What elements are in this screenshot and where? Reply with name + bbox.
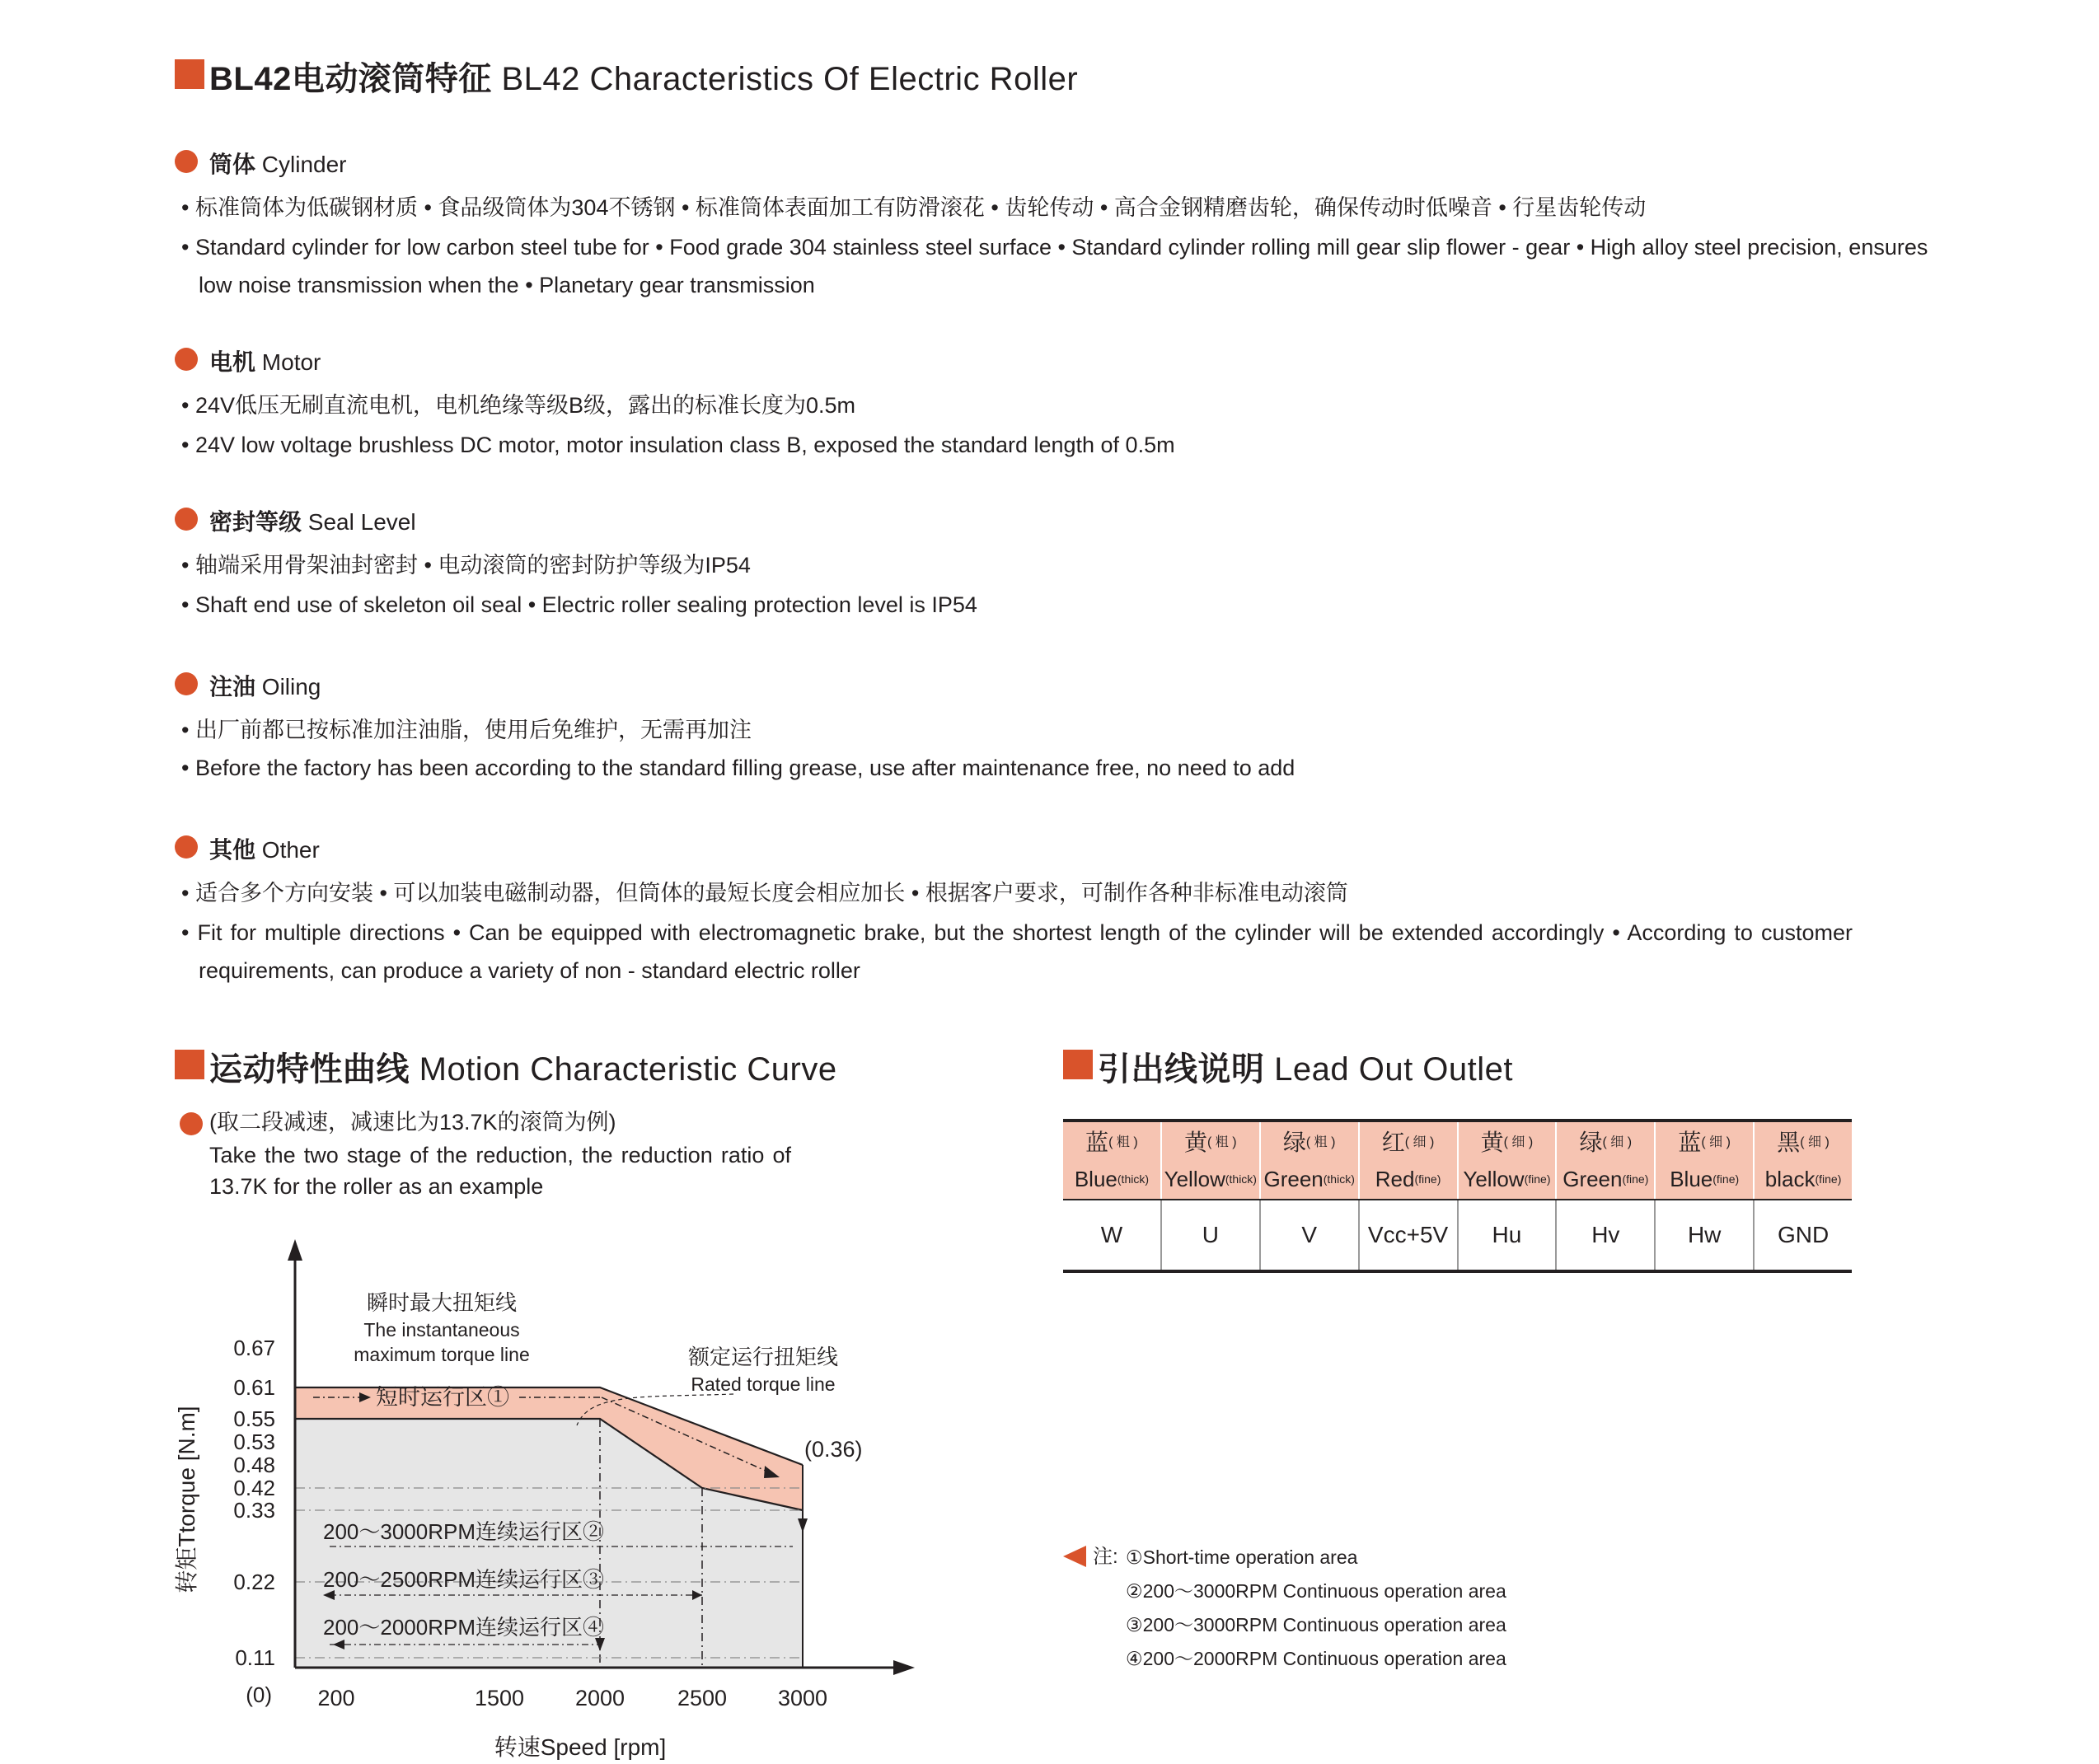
rated-line-label-cn: 额定运行扭矩线 bbox=[687, 1345, 839, 1369]
other-text-en-2: requirements, can produce a variety of non - standard electric roller bbox=[199, 958, 860, 983]
seal-title-cn: 密封等级 bbox=[209, 509, 302, 535]
motion-title-cn: 运动特性曲线 bbox=[209, 1051, 410, 1088]
wire-gauge-en: (thick) bbox=[1117, 1172, 1150, 1186]
lead-row-color-cn bbox=[1063, 1122, 1852, 1159]
cylinder-title-cn: 筒体 bbox=[209, 152, 256, 177]
wire-color-cn: 红 bbox=[1381, 1129, 1405, 1155]
lead-cell-color-cn bbox=[1259, 1122, 1358, 1159]
wire-gauge-en: (fine) bbox=[1815, 1172, 1842, 1186]
oiling-text-cn: • 出厂前都已按标准加注油脂，使用后免维护，无需再加注 bbox=[181, 718, 752, 742]
wire-gauge-en: (fine) bbox=[1414, 1172, 1441, 1186]
wire-color-en: Yellow bbox=[1463, 1166, 1525, 1191]
peak-line-label-cn: 瞬时最大扭矩线 bbox=[366, 1290, 518, 1315]
x-tick-label: 1500 bbox=[474, 1686, 525, 1710]
lead-cell-color-cn bbox=[1160, 1122, 1259, 1159]
lead-cell-signal: GND bbox=[1753, 1200, 1852, 1270]
seal-text-cn: • 轴端采用骨架油封密封 • 电动滚筒的密封防护等级为IP54 bbox=[181, 553, 751, 578]
x-axis-title: 转速Speed [rpm] bbox=[494, 1734, 667, 1760]
motor-text-en: • 24V low voltage brushless DC motor, motor insulation class B, exposed the standard length of 0.5m bbox=[181, 433, 1175, 457]
lead-title-en: Lead Out Outlet bbox=[1274, 1051, 1514, 1088]
wire-gauge-cn: ( 细 ) bbox=[1404, 1135, 1435, 1149]
y-axis-arrow-icon bbox=[288, 1239, 302, 1261]
lead-cell-color-en bbox=[1753, 1159, 1852, 1199]
wire-color-en: Red bbox=[1375, 1166, 1415, 1191]
y-tick-label: 0.42 bbox=[233, 1476, 275, 1500]
note-item: ②200～3000RPM Continuous operation area bbox=[1126, 1580, 1506, 1602]
zone3-label: 200～2500RPM连续运行区③ bbox=[323, 1567, 604, 1592]
lead-cell-signal: Vcc+5V bbox=[1358, 1200, 1457, 1270]
cylinder-text-en-2: low noise transmission when the • Planetary gear transmission bbox=[199, 273, 815, 297]
x-tick-label: 2500 bbox=[677, 1686, 728, 1710]
wire-color-en: Blue bbox=[1670, 1166, 1713, 1191]
lead-title bbox=[1098, 1043, 1513, 1090]
oiling-title-cn: 注油 bbox=[209, 674, 256, 700]
wire-color-cn: 绿 bbox=[1579, 1129, 1603, 1155]
lead-cell-color-en bbox=[1063, 1159, 1160, 1199]
motion-note-en-2: 13.7K for the roller as an example bbox=[209, 1174, 544, 1199]
lead-cell-signal: Hv bbox=[1555, 1200, 1654, 1270]
lead-cell-color-en bbox=[1160, 1159, 1259, 1199]
x-tick-label: 3000 bbox=[777, 1686, 828, 1710]
zone1-label: 短时运行区① bbox=[376, 1385, 509, 1410]
lead-cell-color-cn bbox=[1358, 1122, 1457, 1159]
wire-color-en: Yellow bbox=[1164, 1166, 1225, 1191]
table-bottom-rule bbox=[1063, 1270, 1852, 1273]
wire-gauge-en: (thick) bbox=[1225, 1172, 1257, 1186]
other-text-cn: • 适合多个方向安装 • 可以加装电磁制动器，但筒体的最短长度会相应加长 • 根据客户要求，可制作各种非标准电动滚筒 bbox=[181, 881, 1348, 905]
lead-cell-color-cn bbox=[1654, 1122, 1753, 1159]
lead-cell-color-cn bbox=[1555, 1122, 1654, 1159]
wire-gauge-cn: ( 粗 ) bbox=[1305, 1135, 1336, 1149]
rated-line-label-en: Rated torque line bbox=[691, 1373, 836, 1395]
y-tick-label: 0.67 bbox=[233, 1336, 275, 1360]
cylinder-text-en-1: • Standard cylinder for low carbon steel tube for • Food grade 304 stainless steel surface • Standard cylinder rolling mill gear slip flower - gear • High alloy steel precision, ensures bbox=[181, 235, 1928, 260]
x-tick-label: 200 bbox=[317, 1686, 355, 1710]
wire-color-en: Blue bbox=[1074, 1166, 1117, 1191]
lead-row-color-en bbox=[1063, 1159, 1852, 1199]
cylinder-title-en: Cylinder bbox=[261, 152, 347, 177]
wire-gauge-cn: ( 细 ) bbox=[1602, 1135, 1633, 1149]
x-tick-label: 2000 bbox=[574, 1686, 625, 1710]
wire-color-cn: 绿 bbox=[1282, 1129, 1306, 1155]
wire-color-cn: 蓝 bbox=[1678, 1129, 1702, 1155]
cylinder-text-cn: • 标准筒体为低碳钢材质 • 食品级筒体为304不锈钢 • 标准筒体表面加工有防滑滚花 • 齿轮传动 • 高合金钢精磨齿轮，确保传动时低噪音 • 行星齿轮传动 bbox=[181, 195, 1647, 220]
lead-cell-color-cn bbox=[1063, 1122, 1160, 1159]
wire-gauge-en: (fine) bbox=[1524, 1172, 1551, 1186]
section-marker bbox=[1063, 1050, 1093, 1079]
wire-color-en: black bbox=[1764, 1166, 1816, 1191]
wire-color-cn: 黄 bbox=[1480, 1129, 1504, 1155]
other-title-en: Other bbox=[261, 837, 320, 863]
y-axis-title: 转矩Ttorque [N.m] bbox=[174, 1406, 199, 1593]
wire-color-en: Green bbox=[1263, 1166, 1324, 1191]
zone4-label: 200～2000RPM连续运行区④ bbox=[323, 1615, 604, 1640]
lead-row-signal bbox=[1063, 1200, 1852, 1270]
lead-cell-color-cn bbox=[1457, 1122, 1556, 1159]
motor-title-cn: 电机 bbox=[209, 349, 256, 375]
y-tick-label: 0.55 bbox=[233, 1406, 275, 1431]
wire-gauge-cn: ( 细 ) bbox=[1701, 1135, 1731, 1149]
wire-color-cn: 蓝 bbox=[1085, 1129, 1109, 1155]
lead-cell-signal: V bbox=[1259, 1200, 1358, 1270]
lead-cell-color-en bbox=[1555, 1159, 1654, 1199]
note-arrow-icon bbox=[1063, 1546, 1088, 1567]
oiling-text-en: • Before the factory has been according to the standard filling grease, use after maintenance free, no need to add bbox=[181, 756, 1295, 780]
wire-gauge-cn: ( 细 ) bbox=[1503, 1135, 1534, 1149]
other-title-cn: 其他 bbox=[209, 837, 256, 863]
lead-cell-color-en bbox=[1654, 1159, 1753, 1199]
lead-cell-color-en bbox=[1259, 1159, 1358, 1199]
y-tick-label: 0.22 bbox=[233, 1570, 275, 1594]
lead-cell-signal: Hu bbox=[1457, 1200, 1556, 1270]
motion-note-cn: (取二段减速，减速比为13.7K的滚筒为例) bbox=[209, 1110, 616, 1135]
origin-label: (0) bbox=[246, 1682, 272, 1707]
motor-text-cn: • 24V低压无刷直流电机，电机绝缘等级B级，露出的标准长度为0.5m bbox=[181, 393, 856, 418]
motion-title-en: Motion Characteristic Curve bbox=[419, 1051, 837, 1088]
features-title-cn: BL42电动滚筒特征 bbox=[209, 61, 492, 97]
motor-title-en: Motor bbox=[261, 349, 321, 375]
wire-gauge-cn: ( 粗 ) bbox=[1108, 1135, 1138, 1149]
seal-title-en: Seal Level bbox=[307, 509, 416, 535]
wire-gauge-cn: ( 细 ) bbox=[1800, 1135, 1830, 1149]
lead-cell-signal: W bbox=[1100, 1222, 1123, 1247]
wire-gauge-en: (thick) bbox=[1323, 1172, 1355, 1186]
motion-note-en-1: Take the two stage of the reduction, the reduction ratio of bbox=[209, 1143, 791, 1167]
peak-line-label-en: maximum torque line bbox=[354, 1344, 530, 1365]
wire-color-cn: 黑 bbox=[1777, 1129, 1801, 1155]
y-tick-label: 0.11 bbox=[235, 1645, 275, 1670]
y-tick-label: 0.48 bbox=[233, 1453, 275, 1477]
y-tick-label: 0.61 bbox=[233, 1375, 275, 1400]
seal-text-en: • Shaft end use of skeleton oil seal • Electric roller sealing protection level is IP54 bbox=[181, 592, 977, 617]
end-value-label: (0.36) bbox=[804, 1437, 863, 1462]
lead-cell-signal: U bbox=[1160, 1200, 1259, 1270]
wire-color-cn: 黄 bbox=[1184, 1129, 1208, 1155]
lead-cell-signal: Hw bbox=[1654, 1200, 1753, 1270]
lead-title-cn: 引出线说明 bbox=[1098, 1051, 1265, 1088]
lead-cell-color-cn bbox=[1753, 1122, 1852, 1159]
notes-label: 注: bbox=[1093, 1546, 1118, 1568]
wire-color-en: Green bbox=[1563, 1166, 1623, 1191]
oiling-title-en: Oiling bbox=[261, 674, 321, 700]
wire-gauge-cn: ( 粗 ) bbox=[1207, 1135, 1237, 1149]
y-tick-label: 0.33 bbox=[233, 1498, 275, 1523]
lead-cell-color-en bbox=[1358, 1159, 1457, 1199]
features-title-en: BL42 Characteristics Of Electric Roller bbox=[501, 61, 1079, 97]
wire-gauge-en: (fine) bbox=[1712, 1172, 1740, 1186]
x-axis-arrow-icon bbox=[893, 1660, 915, 1675]
other-text-en-1: • Fit for multiple directions • Can be equipped with electromagnetic brake, but the shortest length of the cylinder will be extended accordingly • According to customer bbox=[181, 920, 1853, 945]
wire-gauge-en: (fine) bbox=[1622, 1172, 1649, 1186]
note-item: ①Short-time operation area bbox=[1126, 1546, 1358, 1568]
peak-line-label-en: The instantaneous bbox=[363, 1319, 520, 1341]
y-tick-label: 0.53 bbox=[233, 1429, 275, 1454]
lead-cell-color-en bbox=[1457, 1159, 1556, 1199]
note-item: ③200～3000RPM Continuous operation area bbox=[1126, 1614, 1506, 1635]
zone2-label: 200～3000RPM连续运行区② bbox=[323, 1519, 604, 1544]
note-item: ④200～2000RPM Continuous operation area bbox=[1126, 1648, 1506, 1669]
